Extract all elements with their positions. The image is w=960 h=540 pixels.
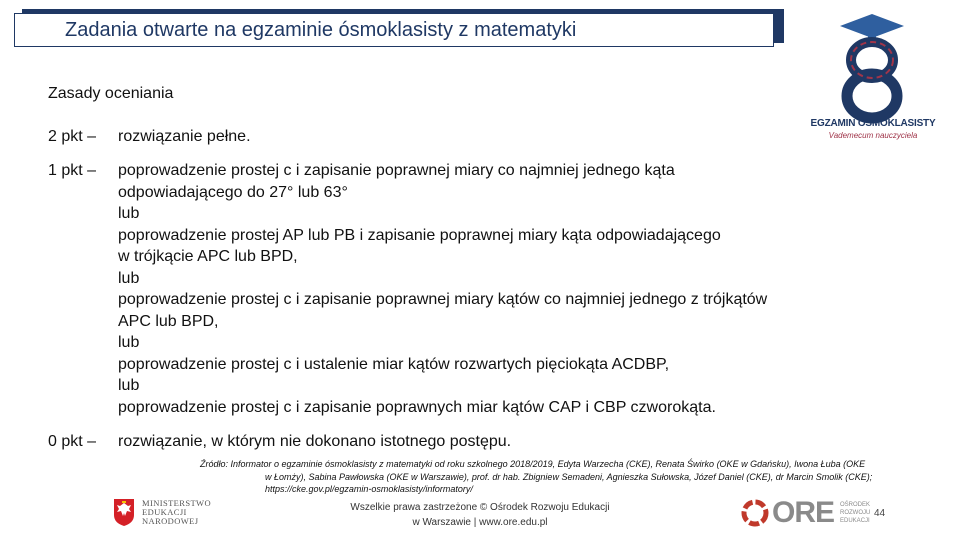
score-1-line: APC lub BPD, (118, 312, 219, 330)
source-link[interactable]: https://cke.gov.pl/egzamin-osmoklasisty/informatory/ (265, 484, 473, 494)
ore-side-line: ROZWOJU (840, 510, 871, 516)
ore-circle-icon (740, 498, 770, 528)
ore-logo (740, 496, 870, 530)
score-2-points: 2 pkt – (48, 128, 97, 145)
page-title: Zadania otwarte na egzaminie ósmoklasisty z matematyki (65, 18, 577, 41)
ministry-name (142, 499, 211, 526)
score-1-line: odpowiadającego do 27° lub 63° (118, 183, 348, 201)
score-1-line: lub (118, 205, 140, 222)
ore-side-text (840, 501, 870, 525)
score-1-line: poprowadzenie prostej c i ustalenie miar kątów rozwartych pięciokąta ACDBP, (118, 355, 670, 373)
score-1-line: poprowadzenie prostej AP lub PB i zapisanie poprawnej miary kąta odpowiadającego (118, 226, 721, 244)
score-1-desc (118, 160, 767, 418)
score-1-line: poprowadzenie prostej c i zapisanie poprawnej miary kątów co najmniej jednego z trójkątów (118, 291, 768, 308)
title-box (14, 13, 774, 47)
source-line: Źródło: Informator o egzaminie ósmoklasisty z matematyki od roku szkolnego 2018/2019, Edyta Warzecha (CKE), Renata Świrko (OKE w Gdańsku), Iwona Łuba (OKE (200, 459, 866, 469)
score-1-points: 1 pkt – (48, 162, 97, 179)
ministry-logo (112, 497, 211, 527)
score-1-line: poprowadzenie prostej c i zapisanie poprawnej miary co najmniej jednego kąta (118, 162, 675, 179)
copyright-line: w Warszawie | www.ore.edu.pl (412, 517, 548, 528)
ministry-line: EDUKACJI (142, 506, 187, 517)
ore-side-line: OŚRODEK (840, 502, 871, 508)
logo-title: EGZAMIN ÓSMOKLASISTY (810, 118, 936, 129)
score-1-line: poprowadzenie prostej c i zapisanie poprawnych miar kątów CAP i CBP czworokąta. (118, 398, 716, 416)
score-1-line: lub (118, 334, 140, 351)
ministry-line: MINISTERSTWO (142, 497, 212, 508)
ore-wordmark: ORE (772, 496, 835, 529)
copyright (300, 500, 660, 530)
logo-subtitle: Vademecum nauczyciela (828, 131, 918, 140)
source-line: w Łomży), Sabina Pawłowska (OKE w Warszawie), prof. dr hab. Zbigniew Semadeni, Agnieszka Sułowska, Józef Daniel (CKE), dr Marcin Smolik (CKE); (265, 471, 873, 482)
eagle-emblem-icon (112, 497, 136, 527)
score-2-desc: rozwiązanie pełne. (118, 128, 251, 145)
score-0-desc: rozwiązanie, w którym nie dokonano istotnego postępu. (118, 433, 512, 450)
score-0-points: 0 pkt – (48, 433, 97, 450)
score-1-line: lub (118, 377, 140, 394)
page-number: 44 (874, 508, 886, 519)
score-1-line: w trójkącie APC lub BPD, (118, 248, 298, 265)
section-heading: Zasady oceniania (48, 85, 174, 102)
copyright-line: Wszelkie prawa zastrzeżone © Ośrodek Rozwoju Edukacji (350, 502, 610, 513)
ore-side-line: EDUKACJI (840, 518, 870, 524)
source-note (200, 458, 940, 496)
ministry-line: NARODOWEJ (142, 515, 199, 526)
score-1-line: lub (118, 269, 140, 287)
